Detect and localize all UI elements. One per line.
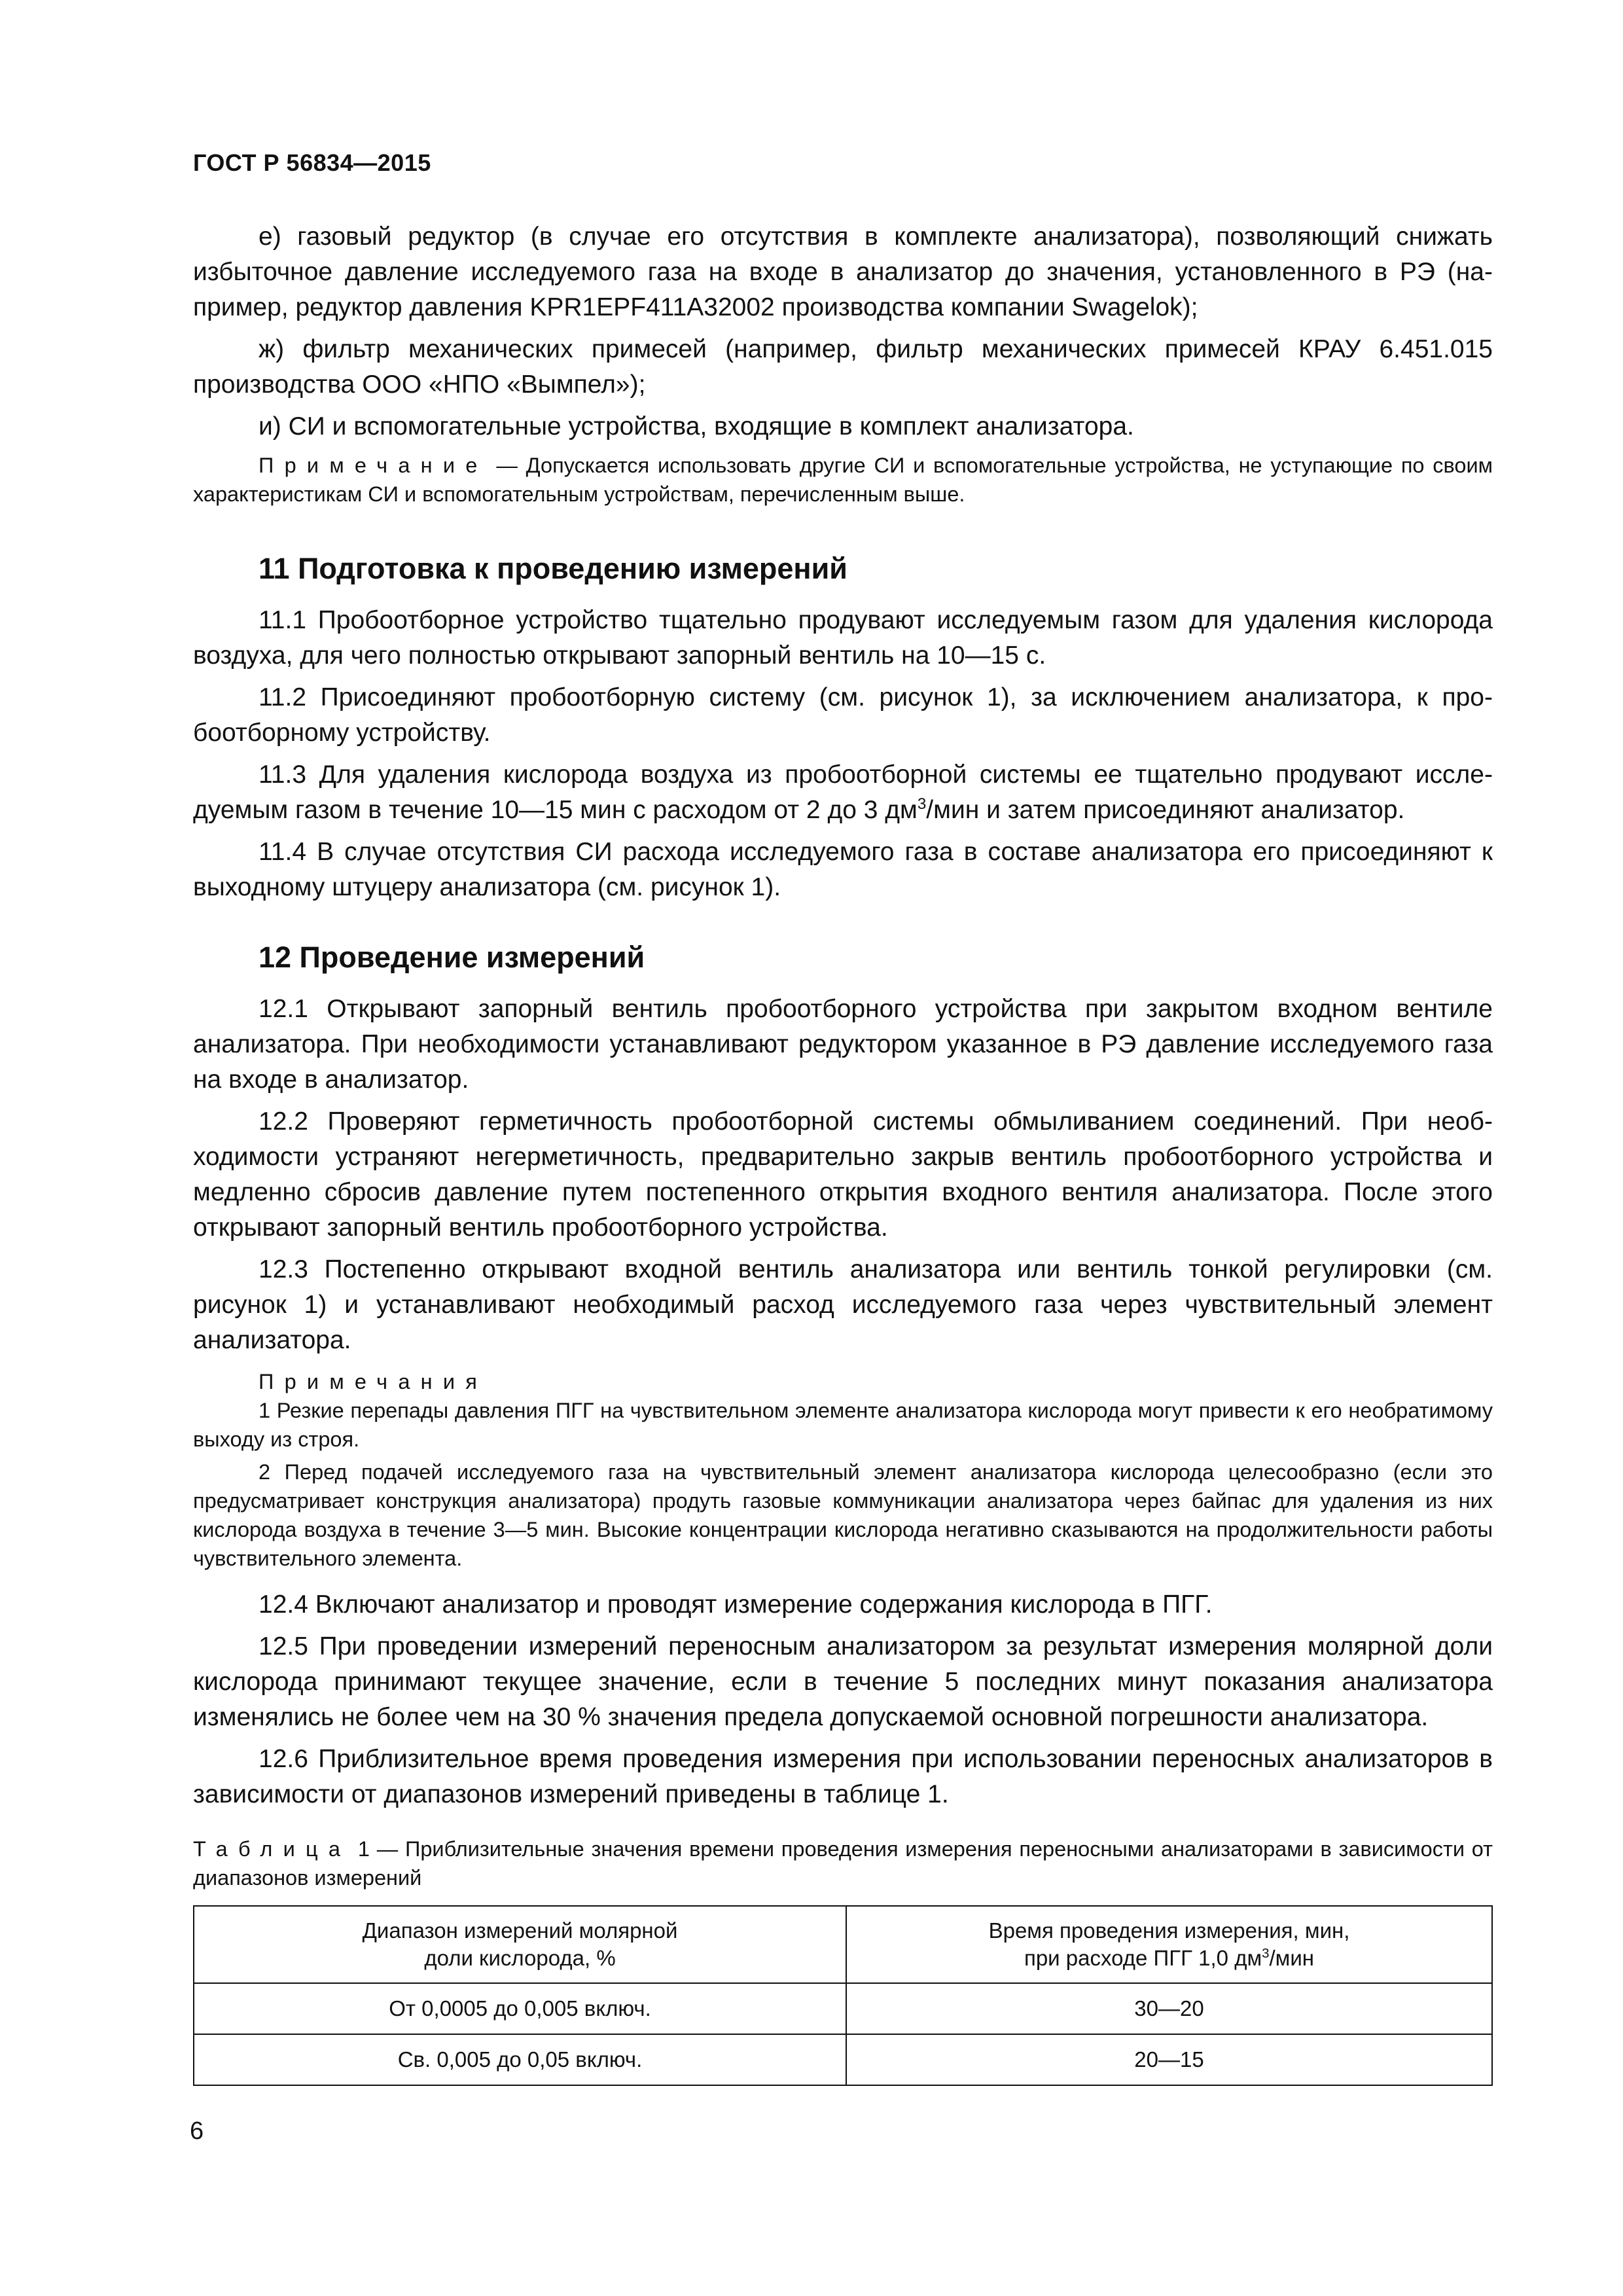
notes-title-text: Примечания	[259, 1370, 488, 1393]
paragraph-12-3: 12.3 Постепенно открывают входной вентиль анализатора или вентиль тонкой регулировки (см. рисунок 1) и устанавливают необходимый расход исследуемого газа через чувствительный элемент анализатора.	[193, 1255, 1493, 1354]
paragraph-11-3-text: 11.3 Для удаления кислорода воздуха из пробоотборной системы ее тщательно продувают исследуемым газом в течение 10—15 мин с расходом от 2 до 3 дм	[193, 761, 1493, 824]
paragraph-11-3-tail: /мин и затем присоединяют анализатор.	[926, 796, 1405, 824]
paragraph-12-4: 12.4 Включают анализатор и проводят измерение содержания кислорода в ПГГ.	[259, 1590, 1213, 1619]
table-caption	[193, 1835, 1493, 1892]
table-header-time	[846, 1906, 1492, 1983]
header-range-line1: Диапазон измерений молярной	[362, 1918, 678, 1943]
list-item: ж) фильтр механических примесей (например, фильтр механических примесей КРАУ 6.451.015 производства ООО «НПО «Вымпел»);	[193, 335, 1493, 399]
page-number: 6	[190, 2117, 204, 2145]
paragraph-11-2: 11.2 Присоединяют пробоотборную систему (см. рисунок 1), за исключением анализатора, к пробоотборному устройству.	[193, 683, 1493, 747]
paragraph-12-5: 12.5 При проведении измерений переносным анализатором за результат измерения молярной доли кислорода принимают текущее значение, если в течение 5 последних минут показания анализатора изменялись не более чем на 30 % значения предела допускаемой основной погрешности анализатора.	[193, 1632, 1493, 1731]
section-12-heading: 12 Проведение измерений	[259, 941, 645, 974]
table-cell-range: От 0,0005 до 0,005 включ.	[194, 1983, 846, 2034]
table-row	[194, 1983, 1492, 2034]
table-caption-label: Таблица	[193, 1837, 351, 1861]
table-cell-time: 30—20	[846, 1983, 1492, 2034]
note-text: — Допускается использовать другие СИ и вспомогательные устройства, не уступающие по своим характеристикам СИ и вспомогательным устройствам, перечисленным выше.	[193, 454, 1493, 506]
table-cell-time: 20—15	[846, 2034, 1492, 2085]
notes-title	[193, 1367, 1493, 1396]
paragraph-11-3	[193, 757, 1493, 828]
note-paragraph	[193, 451, 1493, 509]
paragraph-11-4: 11.4 В случае отсутствия СИ расхода исследуемого газа в составе анализатора его присоединяют к выходному штуцеру анализатора (см. рисунок 1).	[193, 838, 1493, 901]
superscript: 3	[1262, 1946, 1270, 1961]
table-cell-range: Св. 0,005 до 0,05 включ.	[194, 2034, 846, 2085]
page-content	[193, 219, 1493, 2086]
paragraph-12-1: 12.1 Открывают запорный вентиль пробоотборного устройства при закрытом входном вентиле анализатора. При необходимости устанавливают редуктором указанное в РЭ давление исследуемого газа на входе в анализатор.	[193, 995, 1493, 1094]
paragraph-12-2: 12.2 Проверяют герметичность пробоотборной системы обмыливанием соединений. При необходимости устраняют негерметичность, предварительно закрыв вентиль пробоотборного устройства и медленно сбросив давление путем постепенного открытия входного вентиля анализатора. После этого открывают запорный вентиль пробоотборного устройства.	[193, 1107, 1493, 1242]
list-item: и) СИ и вспомогательные устройства, входящие в комплект анализатора.	[259, 412, 1134, 440]
table-header-row	[194, 1906, 1492, 1983]
note-item: 1 Резкие перепады давления ПГГ на чувствительном элементе анализатора кислорода могут привести к его необратимому выходу из строя.	[193, 1399, 1493, 1451]
section-11-heading: 11 Подготовка к проведению измерений	[259, 552, 847, 585]
data-table	[193, 1905, 1493, 2086]
note-label: Примечание	[259, 454, 488, 477]
note-item: 2 Перед подачей исследуемого газа на чувствительный элемент анализатора кислорода целесообразно (если это предусматривает конструкция анализатора) продуть газовые коммуникации анализатора через байпас для удаления из них кислорода воздуха в течение 3—5 мин. Высокие концентрации кислорода негативно сказываются на продолжительности работы чувствительного элемента.	[193, 1460, 1493, 1570]
header-time-line2-tail: /мин	[1269, 1946, 1315, 1970]
table-header-range	[194, 1906, 846, 1983]
header-range-line2: доли кислорода, %	[424, 1946, 616, 1970]
list-item: е) газовый редуктор (в случае его отсутствия в комплекте анализатора), позволяющий снижать избыточное давление исследуемого газа на входе в анализатор до значения, установленного в РЭ (например, редуктор давления KPR1EPF411A32002 производства компании Swagelok);	[193, 223, 1493, 321]
superscript: 3	[917, 795, 927, 813]
table-row	[194, 2034, 1492, 2085]
header-time-line2: при расходе ПГГ 1,0 дм	[1024, 1946, 1262, 1970]
document-code-header: ГОСТ Р 56834—2015	[193, 149, 431, 176]
header-time-line1: Время проведения измерения, мин,	[988, 1918, 1350, 1943]
paragraph-11-1: 11.1 Пробоотборное устройство тщательно продувают исследуемым газом для удаления кислорода воздуха, для чего полностью открывают запорный вентиль на 10—15 с.	[193, 606, 1493, 670]
table-caption-text: 1 — Приблизительные значения времени проведения измерения переносными анализаторами в зависимости от диапазонов измерений	[193, 1837, 1493, 1890]
paragraph-12-6: 12.6 Приблизительное время проведения измерения при использовании переносных анализаторов в зависимости от диапазонов измерений приведены в таблице 1.	[193, 1745, 1493, 1808]
